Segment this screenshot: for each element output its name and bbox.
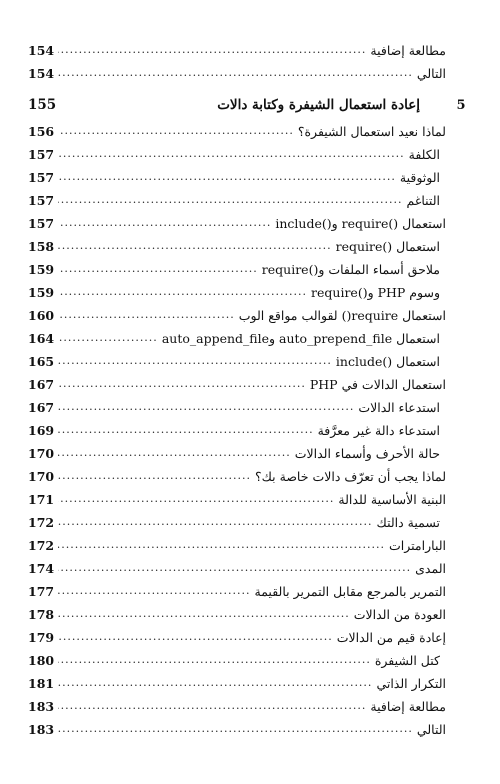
toc-entry[interactable] bbox=[28, 391, 446, 414]
toc-entry-title: التمرير بالمرجع مقابل التمرير بالقيمة bbox=[254, 583, 446, 599]
toc-entry-title: استعمال الدالات في PHP bbox=[309, 376, 446, 392]
toc-entry-title: التالي bbox=[416, 721, 446, 737]
toc-entry-page: 170 bbox=[28, 468, 55, 484]
toc-entry[interactable] bbox=[28, 414, 446, 437]
toc-entry[interactable] bbox=[28, 207, 446, 230]
dot-leader bbox=[58, 516, 373, 527]
dot-leader bbox=[58, 355, 332, 366]
toc-entry-title: استعمال ()include bbox=[335, 353, 440, 369]
chapter-heading[interactable] bbox=[28, 84, 466, 113]
toc-entry-title: لماذا يجب أن تعرّف دالات خاصة بك؟ bbox=[255, 468, 446, 484]
toc-entry-title: التناغم bbox=[406, 192, 440, 208]
toc-entry-page: 159 bbox=[28, 261, 55, 277]
toc-entry-page: 154 bbox=[28, 65, 55, 81]
toc-entry[interactable] bbox=[28, 115, 446, 138]
dot-leader bbox=[58, 493, 334, 504]
toc-entry[interactable] bbox=[28, 552, 446, 575]
dot-leader bbox=[58, 240, 332, 251]
toc-entry[interactable] bbox=[28, 460, 446, 483]
toc-entry[interactable] bbox=[28, 161, 446, 184]
toc-entry-page: 172 bbox=[28, 514, 55, 530]
toc-entry-page: 172 bbox=[28, 537, 55, 553]
toc-entry-title: الوثوقية bbox=[399, 169, 440, 185]
dot-leader bbox=[58, 125, 294, 136]
toc-entry-page: 157 bbox=[28, 169, 55, 185]
toc-entry-page: 178 bbox=[28, 606, 55, 622]
dot-leader bbox=[58, 700, 366, 711]
dot-leader bbox=[58, 723, 413, 734]
toc-entry[interactable] bbox=[28, 34, 446, 57]
toc-entry-page: 167 bbox=[28, 399, 55, 415]
toc-entry[interactable] bbox=[28, 667, 446, 690]
dot-leader bbox=[58, 263, 258, 274]
toc-entry[interactable] bbox=[28, 621, 446, 644]
toc-entry-page: 164 bbox=[28, 330, 55, 346]
toc-entry[interactable] bbox=[28, 506, 446, 529]
dot-leader bbox=[58, 378, 306, 389]
dot-leader bbox=[58, 309, 235, 320]
toc-entry-title: استعمال require() لقوالب مواقع الوب bbox=[238, 307, 446, 323]
toc-entry-page: 157 bbox=[28, 192, 55, 208]
toc-entry-page: 158 bbox=[28, 238, 55, 254]
toc-entry[interactable] bbox=[28, 57, 446, 80]
dot-leader bbox=[58, 585, 251, 596]
dot-leader bbox=[58, 286, 307, 297]
chapter-page: 155 bbox=[28, 96, 57, 113]
toc-entry-page: 157 bbox=[28, 215, 55, 231]
toc-entry-title: استعمال ()require و()include bbox=[275, 215, 446, 231]
toc-entry[interactable] bbox=[28, 345, 446, 368]
toc-entry-title: البارامترات bbox=[389, 537, 446, 553]
toc-entry-page: 179 bbox=[28, 629, 55, 645]
toc-entry-title: التالي bbox=[416, 65, 446, 81]
toc-entry-title: تسمية دالتك bbox=[376, 514, 440, 530]
dot-leader bbox=[58, 562, 411, 573]
toc-entry-page: 156 bbox=[28, 123, 55, 139]
toc-entry[interactable] bbox=[28, 276, 446, 299]
toc-entries bbox=[28, 115, 446, 736]
toc-entry-title: حالة الأحرف وأسماء الدالات bbox=[294, 445, 440, 461]
toc-entry-page: 157 bbox=[28, 146, 55, 162]
dot-leader bbox=[58, 608, 350, 619]
toc-entry[interactable] bbox=[28, 253, 446, 276]
dot-leader bbox=[58, 217, 271, 228]
toc-entry-title: وسوم PHP و()require bbox=[311, 284, 440, 300]
dot-leader bbox=[58, 470, 251, 481]
toc-entry-page: 171 bbox=[28, 491, 55, 507]
toc-entry-page: 177 bbox=[28, 583, 55, 599]
dot-leader bbox=[58, 654, 371, 665]
toc-entry[interactable] bbox=[28, 529, 446, 552]
toc-entry-page: 174 bbox=[28, 560, 55, 576]
toc-entry-title: البنية الأساسية للدالة bbox=[338, 491, 446, 507]
toc-entry-title: استدعاء الدالات bbox=[358, 399, 440, 415]
dot-leader bbox=[58, 171, 396, 182]
table-of-contents bbox=[28, 34, 466, 737]
toc-entry[interactable] bbox=[28, 368, 446, 391]
toc-entry[interactable] bbox=[28, 598, 446, 621]
toc-entry-title: إعادة قيم من الدالات bbox=[336, 629, 446, 645]
toc-entry-title: استدعاء دالة غير معرَّفة bbox=[317, 422, 440, 438]
toc-entry[interactable] bbox=[28, 713, 446, 736]
toc-entry[interactable] bbox=[28, 322, 446, 345]
toc-entry-title: مطالعة إضافية bbox=[370, 42, 446, 58]
toc-entry-title: استعمال auto_prepend_file وauto_append_file bbox=[161, 330, 440, 346]
toc-entry-title: استعمال ()require bbox=[335, 238, 440, 254]
toc-entry-title: مطالعة إضافية bbox=[370, 698, 446, 714]
dot-leader bbox=[58, 194, 403, 205]
toc-entry[interactable] bbox=[28, 575, 446, 598]
toc-entry[interactable] bbox=[28, 690, 446, 713]
toc-entry-title: لماذا نعيد استعمال الشيفرة؟ bbox=[297, 123, 446, 139]
toc-entry-page: 169 bbox=[28, 422, 55, 438]
toc-entry[interactable] bbox=[28, 483, 446, 506]
toc-entry[interactable] bbox=[28, 299, 446, 322]
chapter-number: 5 bbox=[456, 98, 466, 113]
dot-leader bbox=[58, 332, 158, 343]
toc-entry-page: 167 bbox=[28, 376, 55, 392]
toc-entry-title: التكرار الذاتي bbox=[376, 675, 446, 691]
dot-leader bbox=[58, 447, 291, 458]
dot-leader bbox=[58, 539, 385, 550]
toc-entry-page: 183 bbox=[28, 698, 55, 714]
toc-entry-page: 154 bbox=[28, 42, 55, 58]
toc-entry[interactable] bbox=[28, 230, 446, 253]
toc-entry-page: 160 bbox=[28, 307, 55, 323]
dot-leader bbox=[58, 148, 405, 159]
toc-entry-title: الكلفة bbox=[408, 146, 440, 162]
dot-leader bbox=[58, 677, 372, 688]
dot-leader bbox=[58, 424, 314, 435]
toc-entry-page: 183 bbox=[28, 721, 55, 737]
dot-leader bbox=[58, 67, 413, 78]
toc-entry-page: 165 bbox=[28, 353, 55, 369]
toc-entry-page: 170 bbox=[28, 445, 55, 461]
toc-entry[interactable] bbox=[28, 184, 446, 207]
toc-entry-title: كتل الشيفرة bbox=[374, 652, 440, 668]
toc-entry[interactable] bbox=[28, 138, 446, 161]
dot-leader bbox=[58, 401, 354, 412]
toc-entry-title: المدى bbox=[415, 560, 446, 576]
toc-entry-page: 181 bbox=[28, 675, 55, 691]
toc-entry-title: ملاحق أسماء الملفات و()require bbox=[261, 261, 440, 277]
toc-entry[interactable] bbox=[28, 644, 446, 667]
dot-leader bbox=[58, 631, 333, 642]
toc-entry-page: 180 bbox=[28, 652, 55, 668]
toc-entry-page: 159 bbox=[28, 284, 55, 300]
toc-entry-title: العودة من الدالات bbox=[353, 606, 446, 622]
toc-entry[interactable] bbox=[28, 437, 446, 460]
chapter-title: إعادة استعمال الشيفرة وكتابة دالات bbox=[217, 96, 420, 113]
dot-leader bbox=[58, 44, 366, 55]
